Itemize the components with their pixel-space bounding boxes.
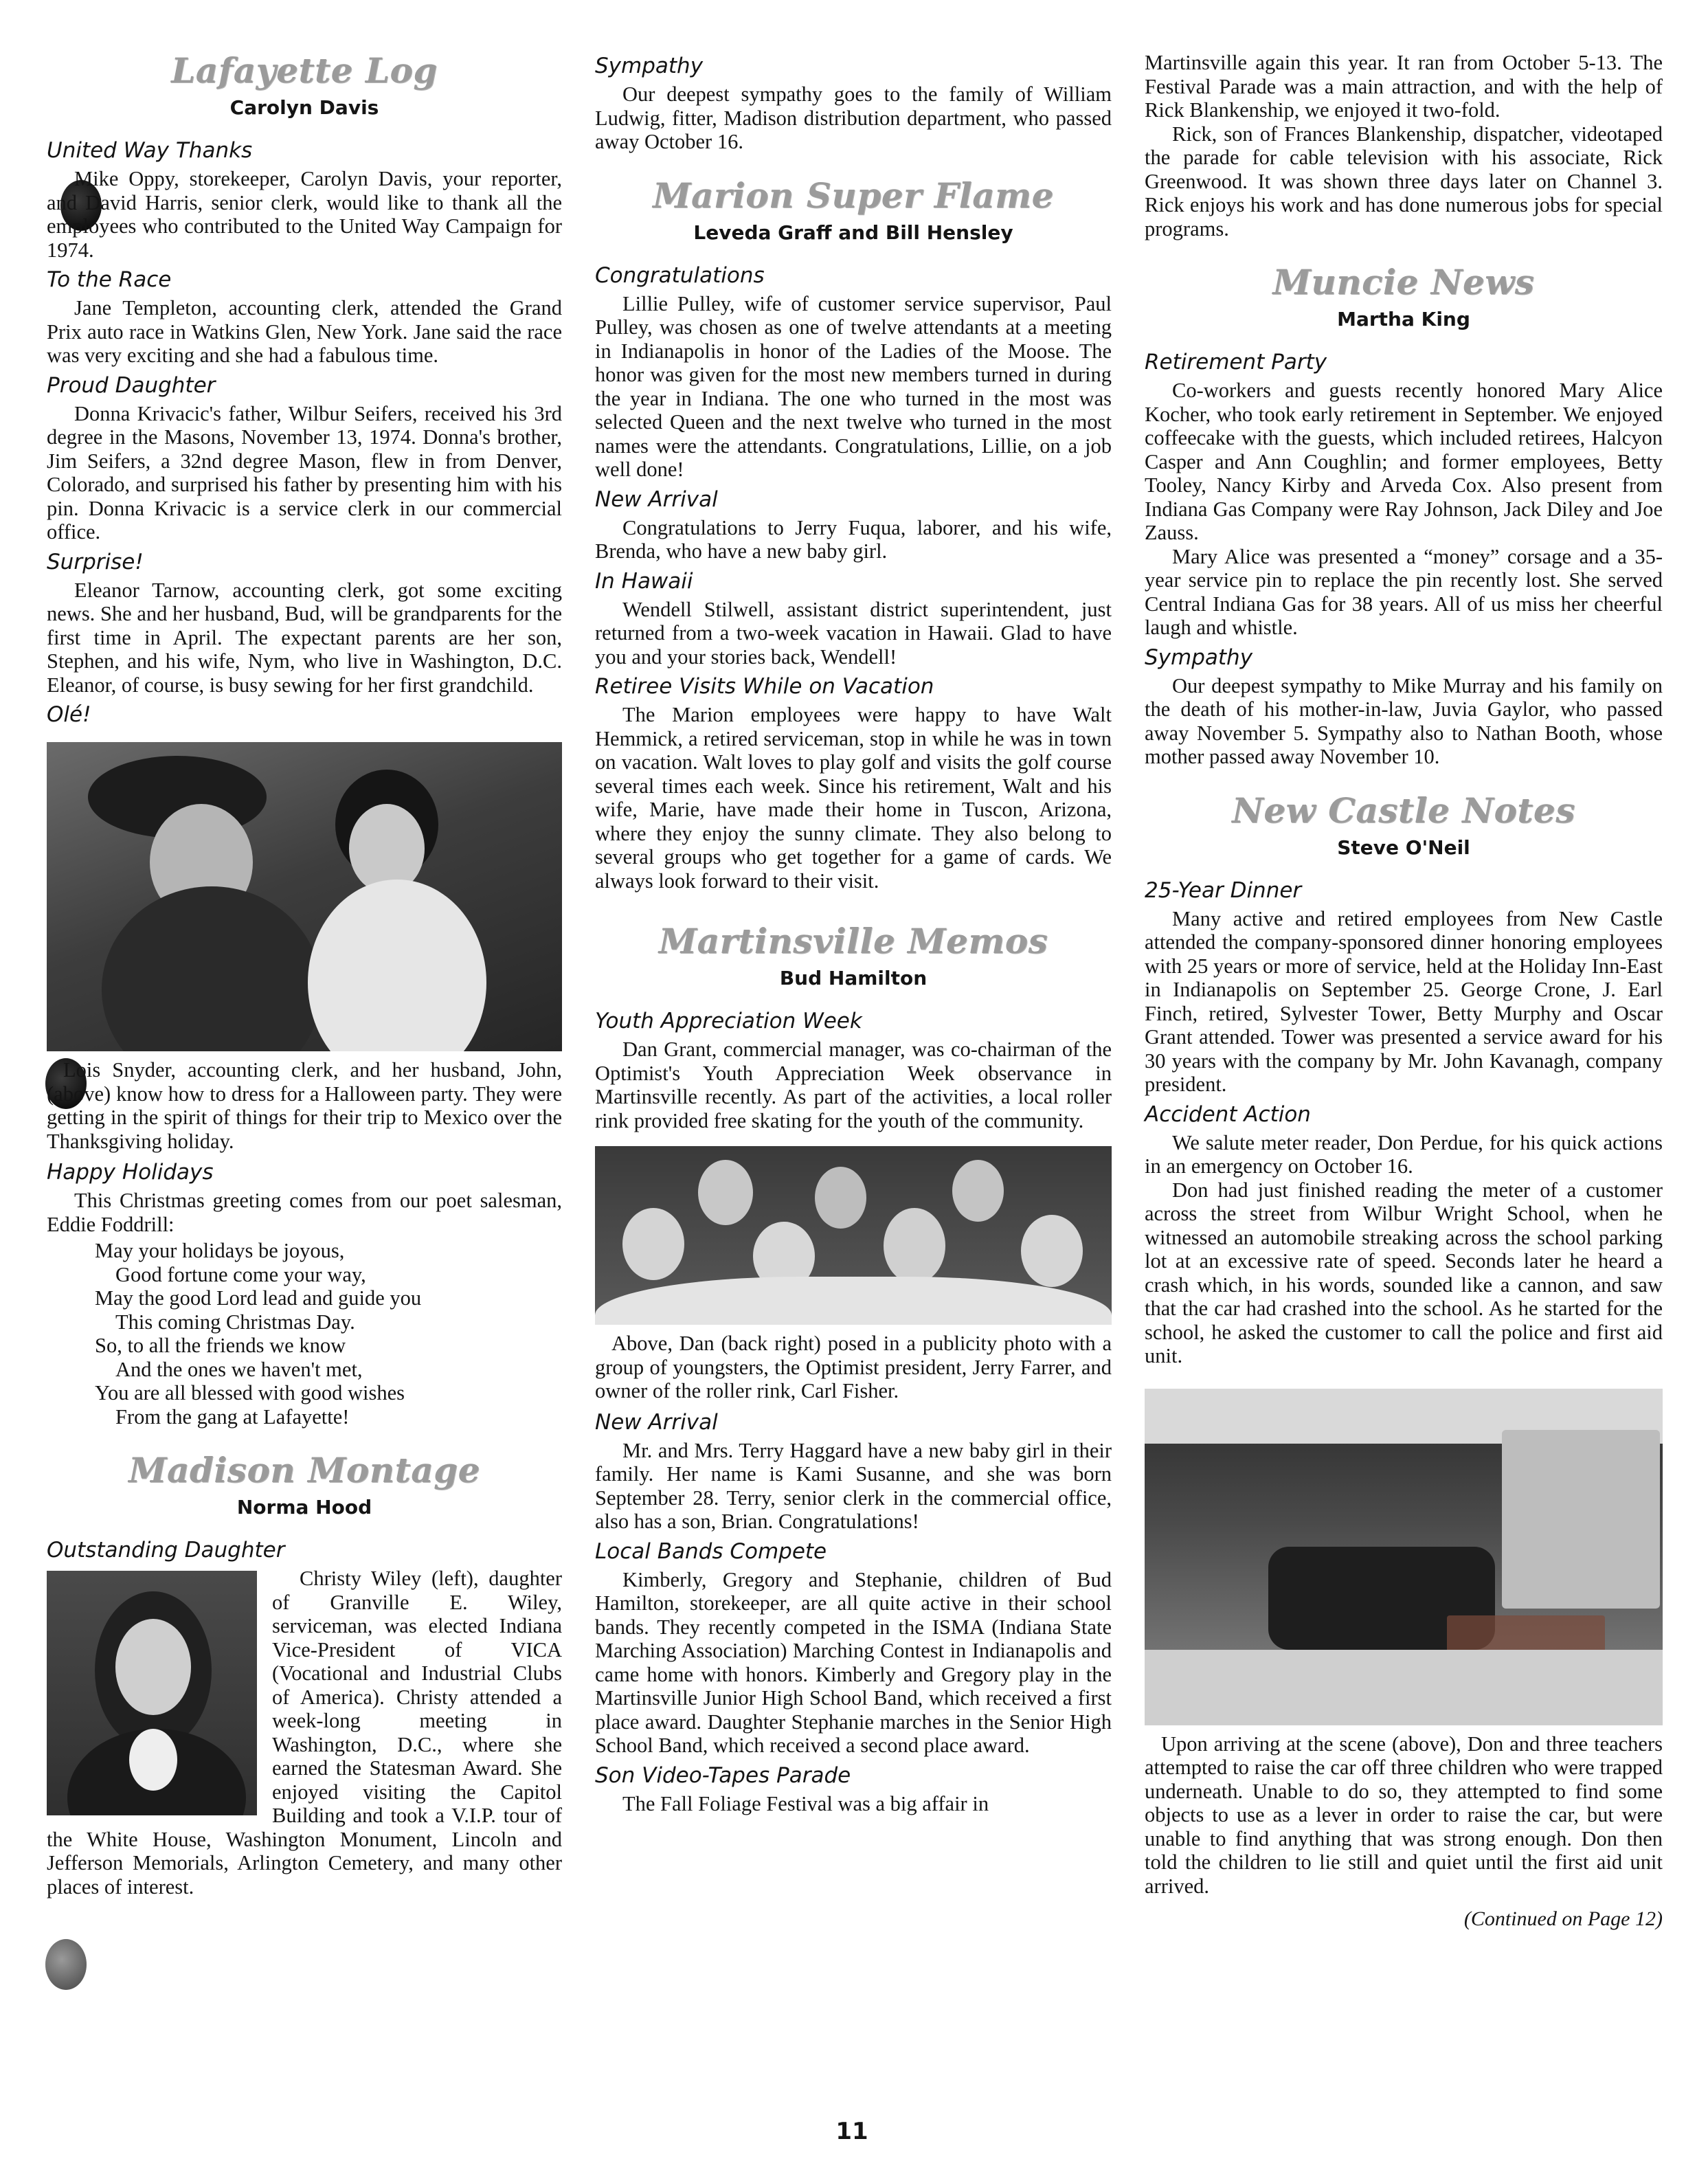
photo-caption: Above, Dan (back right) posed in a publicity photo with a group of youngsters, the Optimist president, Jerry Farrer, and owner of the roller rink, Carl Fisher. bbox=[595, 1332, 1112, 1402]
subheading: Sympathy bbox=[1145, 645, 1253, 670]
poem-line: Good fortune come your way, bbox=[115, 1262, 366, 1286]
paragraph: The Fall Foliage Festival was a big affair in bbox=[622, 1791, 989, 1815]
column-1 bbox=[47, 49, 562, 1899]
poem-line: And the ones we haven't met, bbox=[115, 1357, 363, 1381]
paragraph: Wendell Stilwell, assistant district superintendent, just returned from a two-week vacation in Hawaii. Glad to have you and your stories back, Wendell! bbox=[595, 597, 1112, 669]
car-crash-photo bbox=[1145, 1389, 1663, 1725]
subheading: In Hawaii bbox=[595, 568, 693, 594]
section-title: Martinsville Memos bbox=[658, 921, 1048, 961]
subheading: Congratulations bbox=[595, 262, 765, 288]
section-lafayette-log bbox=[47, 49, 562, 1429]
paragraph: This Christmas greeting comes from our poet salesman, Eddie Foddrill: bbox=[47, 1189, 562, 1236]
poem-line: May the good Lord lead and guide you bbox=[95, 1286, 422, 1310]
poem-line: This coming Christmas Day. bbox=[115, 1310, 355, 1334]
section-madison-montage bbox=[47, 1449, 562, 1899]
subheading: To the Race bbox=[47, 267, 172, 292]
paragraph: Many active and retired employees from New Castle attended the company-sponsored dinner honoring employees with 25 years or more of service, held at the Holiday Inn-East in Indianapolis on September 25. George Crone, J. Earl Finch, retired, Sylvester Tower, Betty Murphy and Oscar Grant attended. Tower was presented a service award for his 30 years with the company by Mr. John Kavanagh, company president. bbox=[1145, 906, 1663, 1096]
paragraph: The Marion employees were happy to have Walt Hemmick, a retired serviceman, stop in while he was in town on vacation. Walt loves to play golf and visits the golf course several times each week. Since his retirement, Walt and his wife, Marie, have made their home in Tuscon, Arizona, where they enjoy the sunny climate. They also belong to several groups who get together for a game of cards. We always look forward to their visit. bbox=[595, 703, 1112, 893]
poem-line: You are all blessed with good wishes bbox=[95, 1381, 405, 1404]
paragraph: Mary Alice was presented a “money” corsage and a 35-year service pin to replace the pin recently lost. She served Central Indiana Gas for 38 years. All of us miss her cheerful laugh and whistle. bbox=[1145, 544, 1663, 639]
paragraph: Don had just finished reading the meter of a customer across the street from Wilbur Wright School, when he witnessed an automobile streaking across the school parking lot at an excessive rate of speed. Seconds later he heard a crash which, in his words, sounded like a cannon, and saw that the car had crashed into the school. As he started for the school, he asked the customer to call the police and first aid unit. bbox=[1145, 1178, 1663, 1367]
byline: Norma Hood bbox=[236, 1496, 372, 1519]
poem-line: May your holidays be joyous, bbox=[95, 1239, 345, 1262]
paragraph: Dan Grant, commercial manager, was co-chairman of the Optimist's Youth Appreciation Week observance in Martinsville recently. As part of the activities, a local roller rink provided free skating for the youth of the community. bbox=[595, 1038, 1112, 1132]
section-madison-continued bbox=[595, 52, 1112, 154]
paragraph: Mr. and Mrs. Terry Haggard have a new baby girl in their family. Her name is Kami Susanne, and she was born September 28. Terry, senior clerk in the commercial office, also has a son, Brian. Congratulations! bbox=[595, 1438, 1112, 1533]
paragraph: Jane Templeton, accounting clerk, attended the Grand Prix auto race in Watkins Glen, New York. Jane said the race was very exciting and she had a fabulous time. bbox=[47, 296, 562, 367]
punch-hole-bottom bbox=[45, 1939, 87, 1990]
section-martinsville-memos bbox=[595, 920, 1112, 1815]
subheading: Local Bands Compete bbox=[595, 1538, 827, 1564]
holiday-poem bbox=[47, 1239, 562, 1429]
subheading: New Arrival bbox=[595, 1409, 718, 1435]
paragraph: Kimberly, Gregory and Stephanie, children of Bud Hamilton, storekeeper, are all quite active in their school bands. They recently competed in the ISMA (Indiana State Marching Association) Marching Contest in Indianapolis and came home with honors. Kimberly and Gregory play in the Martinsville Junior High School Band, which received a first place award. Daughter Stephanie marches in the Senior High School Band, which received a second place award. bbox=[595, 1567, 1112, 1757]
subheading: Proud Daughter bbox=[47, 372, 216, 398]
section-new-castle-notes bbox=[1145, 790, 1663, 1932]
continued-note: (Continued on Page 12) bbox=[1463, 1907, 1663, 1930]
halloween-couple-photo bbox=[47, 742, 562, 1051]
photo-caption: Upon arriving at the scene (above), Don and three teachers attempted to raise the car off three children who were trapped underneath. Unable to do so, they attempted to find some objects to use as a lever in order to raise the car, but were unable to find anything that was strong enough. Don then told the children to lie still and quiet until the first aid unit arrived. bbox=[1145, 1732, 1663, 1898]
subheading: Retirement Party bbox=[1145, 350, 1327, 374]
poem-line: From the gang at Lafayette! bbox=[115, 1404, 350, 1429]
column-3 bbox=[1145, 51, 1663, 1931]
paragraph: Martinsville again this year. It ran from October 5-13. The Festival Parade was a main attraction, and with the help of Rick Blankenship, we enjoyed it two-fold. bbox=[1145, 51, 1663, 122]
paragraph: Lillie Pulley, wife of customer service supervisor, Paul Pulley, was chosen as one of twelve attendants at a meeting in Indianapolis in honor of the Ladies of the Moose. The honor was given for the most new members turned in during the year in Indiana. The one who turned in the most was selected Queen and the next twelve who turned in the most names were the attendants. Congratulations, Lillie, on a job well done! bbox=[595, 291, 1112, 481]
byline: Steve O'Neil bbox=[1337, 836, 1470, 859]
paragraph: Co-workers and guests recently honored Mary Alice Kocher, who took early retirement in September. We enjoyed coffeecake with the guests, which included retirees, Halcyon Casper and Ann Coughlin; and former employees, Betty Tooley, Nancy Kirby and Arveda Cox. Also present from Indiana Gas Company were Ray Johnson, Jack Diley and Joe Zauss. bbox=[1145, 379, 1663, 544]
paragraph: Rick, son of Frances Blankenship, dispatcher, videotaped the parade for cable television with his associate, Rick Greenwood. It was shown three days later on Channel 3. Rick enjoys his work and has done numerous jobs for special programs. bbox=[1145, 122, 1663, 240]
subheading: Youth Appreciation Week bbox=[595, 1009, 862, 1033]
paragraph: We salute meter reader, Don Perdue, for his quick actions in an emergency on October 16. bbox=[1145, 1130, 1663, 1178]
subheading: Retiree Visits While on Vacation bbox=[595, 674, 934, 699]
section-martinsville-continued bbox=[1145, 51, 1663, 240]
paragraph: Eleanor Tarnow, accounting clerk, got some exciting news. She and her husband, Bud, will be grandparents for the first time in April. The expectant parents are her son, Stephen, and his wife, Nym, who live in Washington, D.C. Eleanor, of course, is busy sewing for her first grandchild. bbox=[47, 578, 562, 697]
subheading: Olé! bbox=[47, 702, 91, 727]
byline: Bud Hamilton bbox=[779, 967, 928, 989]
section-title: Madison Montage bbox=[128, 1450, 480, 1490]
paragraph: Congratulations to Jerry Fuqua, laborer, and his wife, Brenda, who have a new baby girl. bbox=[595, 515, 1112, 563]
photo-caption: Lois Snyder, accounting clerk, and her husband, John, (above) know how to dress for a Halloween party. They were getting in the spirit of things for their trip to Mexico over the Thanksgiving holiday. bbox=[47, 1058, 562, 1153]
paragraph: Our deepest sympathy to Mike Murray and his family on the death of his mother-in-law, Juvia Gaylor, who passed away November 5. Sympathy also to Nathan Booth, whose mother passed away November 10. bbox=[1145, 673, 1663, 768]
subheading: Happy Holidays bbox=[47, 1160, 214, 1185]
youth-group-photo bbox=[595, 1146, 1112, 1325]
poem-line: So, to all the friends we know bbox=[95, 1334, 346, 1357]
byline: Leveda Graff and Bill Hensley bbox=[693, 221, 1013, 244]
subheading: Son Video-Tapes Parade bbox=[595, 1762, 851, 1788]
section-muncie-news bbox=[1145, 261, 1663, 769]
subheading: 25-Year Dinner bbox=[1145, 877, 1302, 903]
section-title: Marion Super Flame bbox=[653, 175, 1054, 216]
subheading: Sympathy bbox=[595, 54, 704, 78]
section-title: Muncie News bbox=[1272, 262, 1535, 302]
subheading: Accident Action bbox=[1145, 1101, 1311, 1127]
paragraph: Mike Oppy, storekeeper, Carolyn Davis, your reporter, and David Harris, senior clerk, would like to thank all the employees who contributed to the United Way Campaign for 1974. bbox=[47, 167, 562, 262]
page-number: 11 bbox=[835, 2118, 868, 2145]
subheading: Surprise! bbox=[47, 549, 144, 574]
section-title: New Castle Notes bbox=[1232, 790, 1575, 831]
section-title: Lafayette Log bbox=[171, 50, 438, 91]
byline: Carolyn Davis bbox=[229, 96, 379, 119]
section-marion-super-flame bbox=[595, 175, 1112, 893]
subheading: Outstanding Daughter bbox=[47, 1538, 285, 1563]
subheading: New Arrival bbox=[595, 486, 718, 512]
subheading: United Way Thanks bbox=[47, 138, 253, 163]
paragraph: Donna Krivacic's father, Wilbur Seifers, received his 3rd degree in the Masons, November 13, 1974. Donna's brother, Jim Seifers, a 32nd degree Mason, flew in from Denver, Colorado, and surprised his father by presenting him with his pin. Donna Krivacic is a service clerk in our commercial office. bbox=[47, 401, 562, 544]
christy-wiley-photo bbox=[47, 1571, 257, 1815]
column-2 bbox=[595, 52, 1112, 1815]
paragraph: Christy Wiley (left), daughter of Granville E. Wiley, serviceman, was elected Indiana Vice-President of VICA (Vocational and Industrial Clubs of America). Christy attended a week-long meeting in Washington, D.C., where she earned the Statesman Award. She enjoyed visiting the Capitol Building and took a V.I.P. tour of the White House, Washington Monument, Lincoln and Jefferson Memorials, Arlington Cemetery, and many other places of interest. bbox=[47, 1567, 562, 1899]
paragraph: Our deepest sympathy goes to the family of William Ludwig, fitter, Madison distribution department, who passed away October 16. bbox=[595, 82, 1112, 153]
byline: Martha King bbox=[1337, 308, 1470, 331]
